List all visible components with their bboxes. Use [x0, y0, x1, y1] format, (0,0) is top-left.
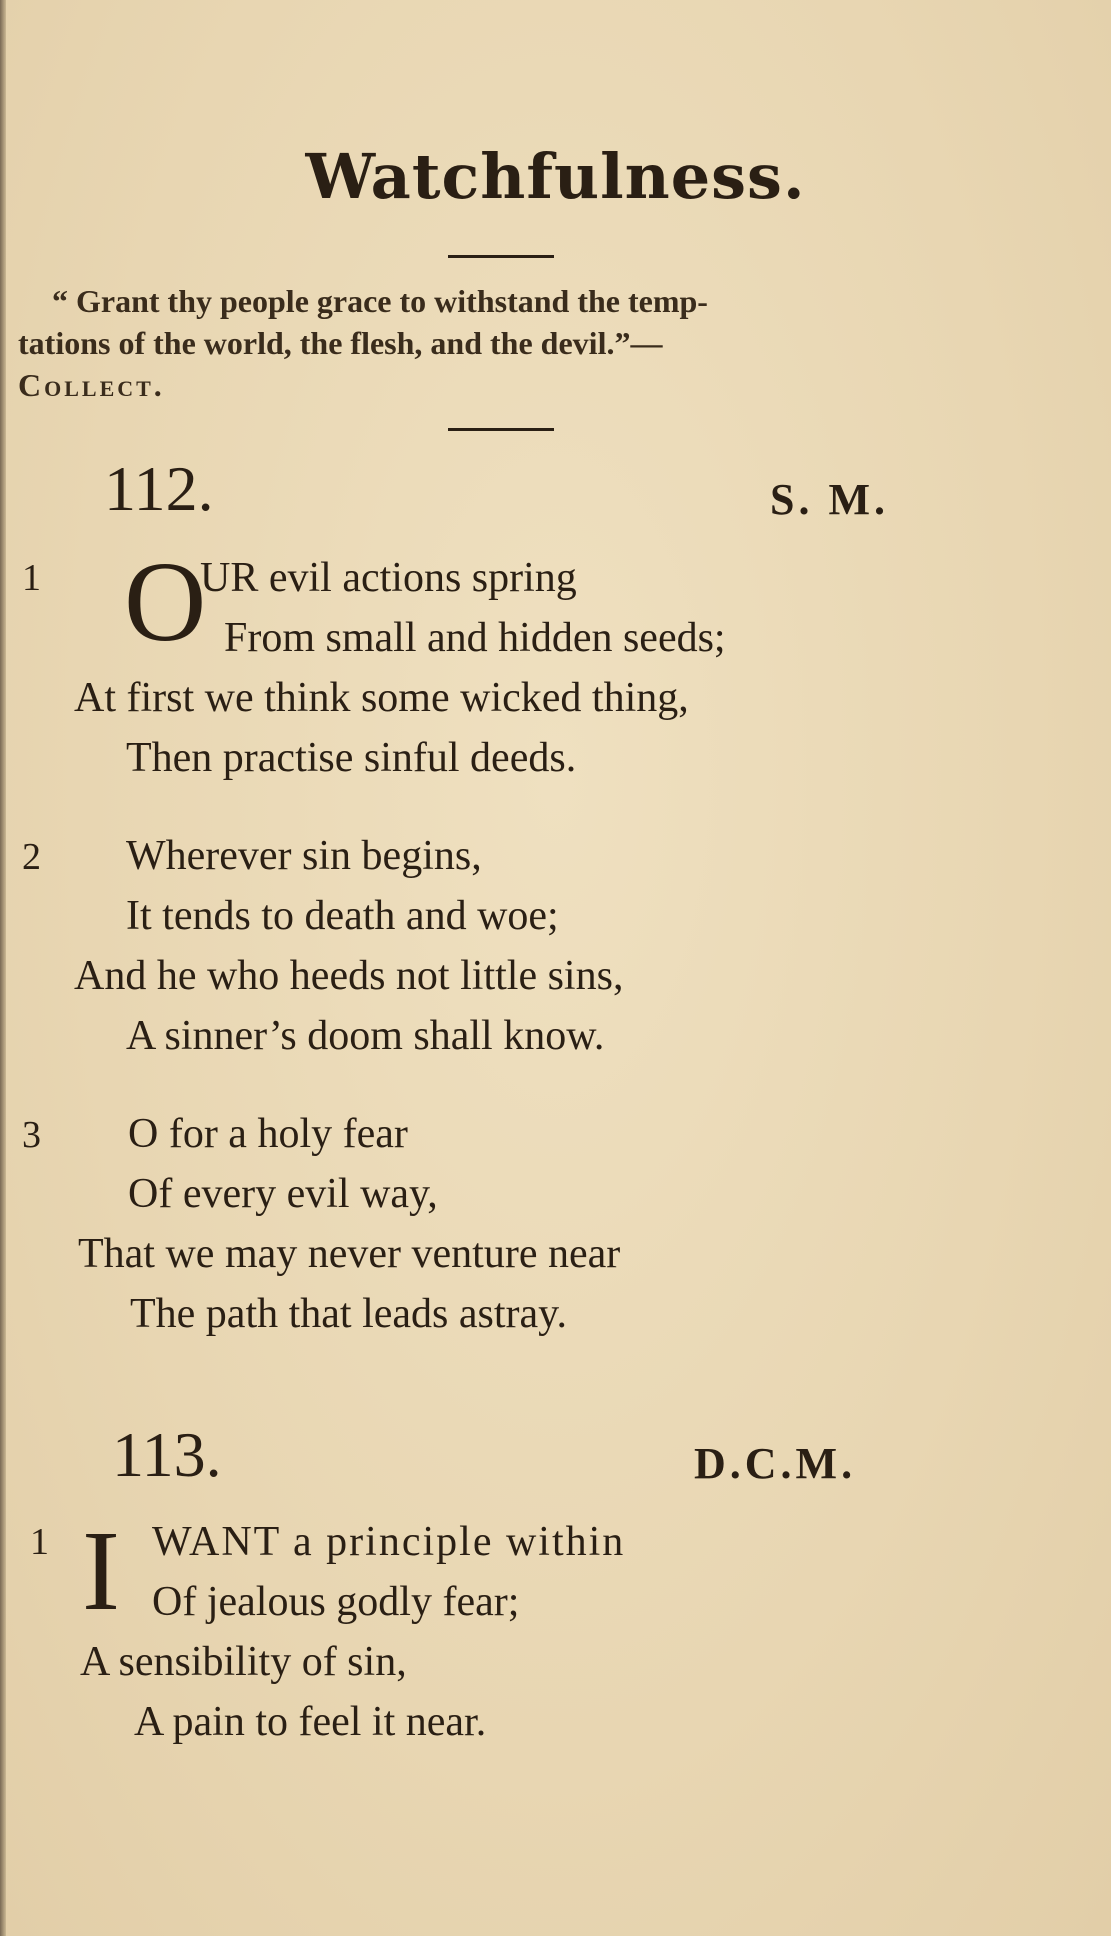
verse-number: 1 [30, 1521, 49, 1563]
verse-line-text: UR evil actions spring [200, 555, 577, 601]
verse-line: A sinner’s doom shall know. [126, 1013, 605, 1059]
epigraph-line-2: tations of the world, the flesh, and the devil.”— [18, 325, 663, 361]
verse-line: O for a holy fear [128, 1111, 408, 1157]
verse-line: That we may never venture near [78, 1231, 621, 1277]
verse-number: 3 [22, 1114, 41, 1156]
hymn-number: 113. [112, 1419, 222, 1490]
verse-number: 2 [22, 836, 41, 878]
verse-line: Of jealous godly fear; [152, 1579, 520, 1625]
divider-rule-bottom [448, 428, 554, 431]
verse-line: From small and hidden seeds; [224, 615, 726, 661]
drop-capital: I [82, 1507, 120, 1634]
verse-line: At first we think some wicked thing, [74, 675, 689, 721]
epigraph-line-1: “ Grant thy people grace to withstand the temp- [52, 283, 708, 319]
verse-line: A sensibility of sin, [80, 1639, 407, 1685]
verse-line: A pain to feel it near. [134, 1699, 487, 1745]
divider-rule-top [448, 255, 554, 258]
hymn-meter: D.C.M. [694, 1439, 857, 1488]
verse-line [200, 554, 577, 602]
verse-line: WANT a principle within [152, 1519, 626, 1565]
drop-capital: O [124, 538, 207, 665]
verse-line: Of every evil way, [128, 1171, 438, 1217]
verse-line: It tends to death and woe; [126, 893, 559, 939]
verse-line: Wherever sin begins, [126, 833, 482, 879]
hymn-number: 112. [104, 453, 214, 524]
epigraph [18, 280, 993, 406]
epigraph-source: Collect. [18, 367, 165, 403]
verse-line: The path that leads astray. [130, 1291, 567, 1337]
page-gutter [0, 0, 6, 1936]
verse-number: 1 [22, 557, 41, 599]
verse-line: And he who heeds not little sins, [74, 953, 624, 999]
section-heading: Watchfulness. [305, 140, 806, 213]
verse-line: Then practise sinful deeds. [126, 735, 577, 781]
hymn-meter: S. M. [770, 475, 889, 524]
